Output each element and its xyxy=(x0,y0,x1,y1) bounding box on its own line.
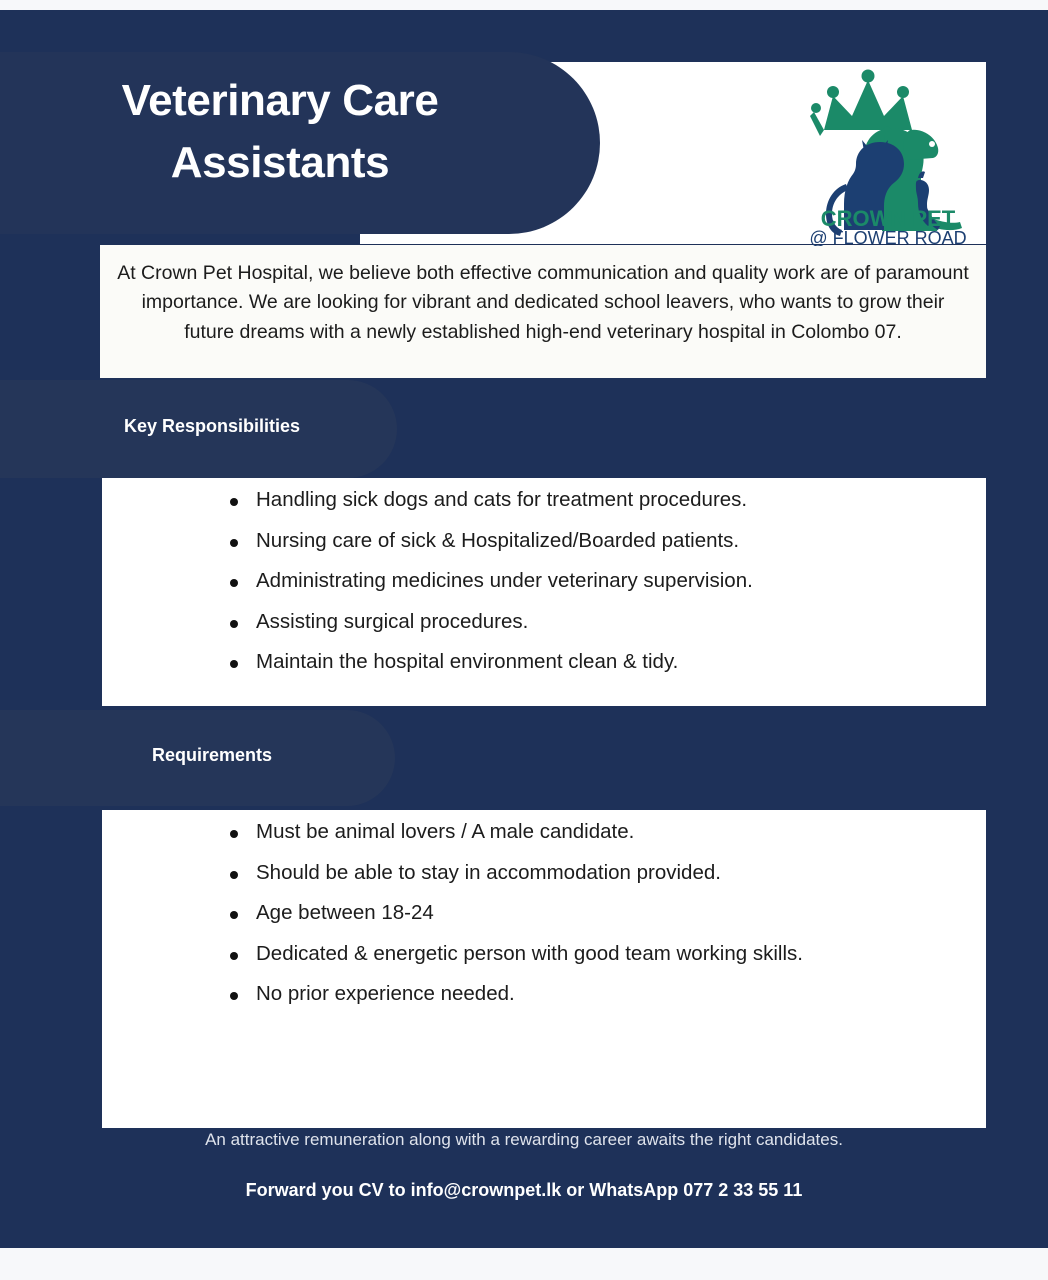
crown-icon xyxy=(810,70,912,137)
list-item: Should be able to stay in accommodation provided. xyxy=(222,863,986,884)
list-item: Dedicated & energetic person with good team working skills. xyxy=(222,944,986,965)
footer-contact-line: Forward you CV to info@crownpet.lk or WhatsApp 077 2 33 55 11 xyxy=(245,1180,803,1200)
requirements-list xyxy=(222,822,986,1005)
logo-brand-line1: CROWN PET xyxy=(820,206,956,231)
page-title: Veterinary Care Assistants xyxy=(121,76,439,188)
list-item: Administrating medicines under veterinary supervision. xyxy=(222,571,986,592)
section-heading-responsibilities-label: Key Responsibilities xyxy=(124,416,301,436)
footer xyxy=(0,1130,1048,1201)
intro-paragraph: At Crown Pet Hospital, we believe both effective communication and quality work are of paramount importance. We are looking for vibrant and dedicated school leavers, who wants to grow their future dreams with a newly established high-end veterinary hospital in Colombo 07. xyxy=(117,262,969,343)
section-heading-requirements xyxy=(0,710,395,806)
job-advertisement-poster xyxy=(0,10,1048,1248)
requirements-card xyxy=(102,810,986,1128)
responsibilities-list xyxy=(222,490,986,673)
responsibilities-card xyxy=(102,478,986,706)
list-item: Age between 18-24 xyxy=(222,903,986,924)
section-heading-responsibilities xyxy=(0,380,397,478)
list-item: Maintain the hospital environment clean & tidy. xyxy=(222,652,986,673)
crown-pet-logo xyxy=(800,68,976,246)
list-item: Assisting surgical procedures. xyxy=(222,612,986,633)
list-item: Must be animal lovers / A male candidate. xyxy=(222,822,986,843)
section-heading-requirements-label: Requirements xyxy=(152,745,273,765)
list-item: Handling sick dogs and cats for treatment procedures. xyxy=(222,490,986,511)
list-item: Nursing care of sick & Hospitalized/Boarded patients. xyxy=(222,531,986,552)
logo-brand-line2: @ FLOWER ROAD xyxy=(809,228,967,246)
intro-card xyxy=(100,245,986,378)
header-title-tab xyxy=(0,52,600,234)
list-item: No prior experience needed. xyxy=(222,984,986,1005)
footer-remuneration-note: An attractive remuneration along with a rewarding career awaits the right candidates. xyxy=(205,1130,843,1149)
